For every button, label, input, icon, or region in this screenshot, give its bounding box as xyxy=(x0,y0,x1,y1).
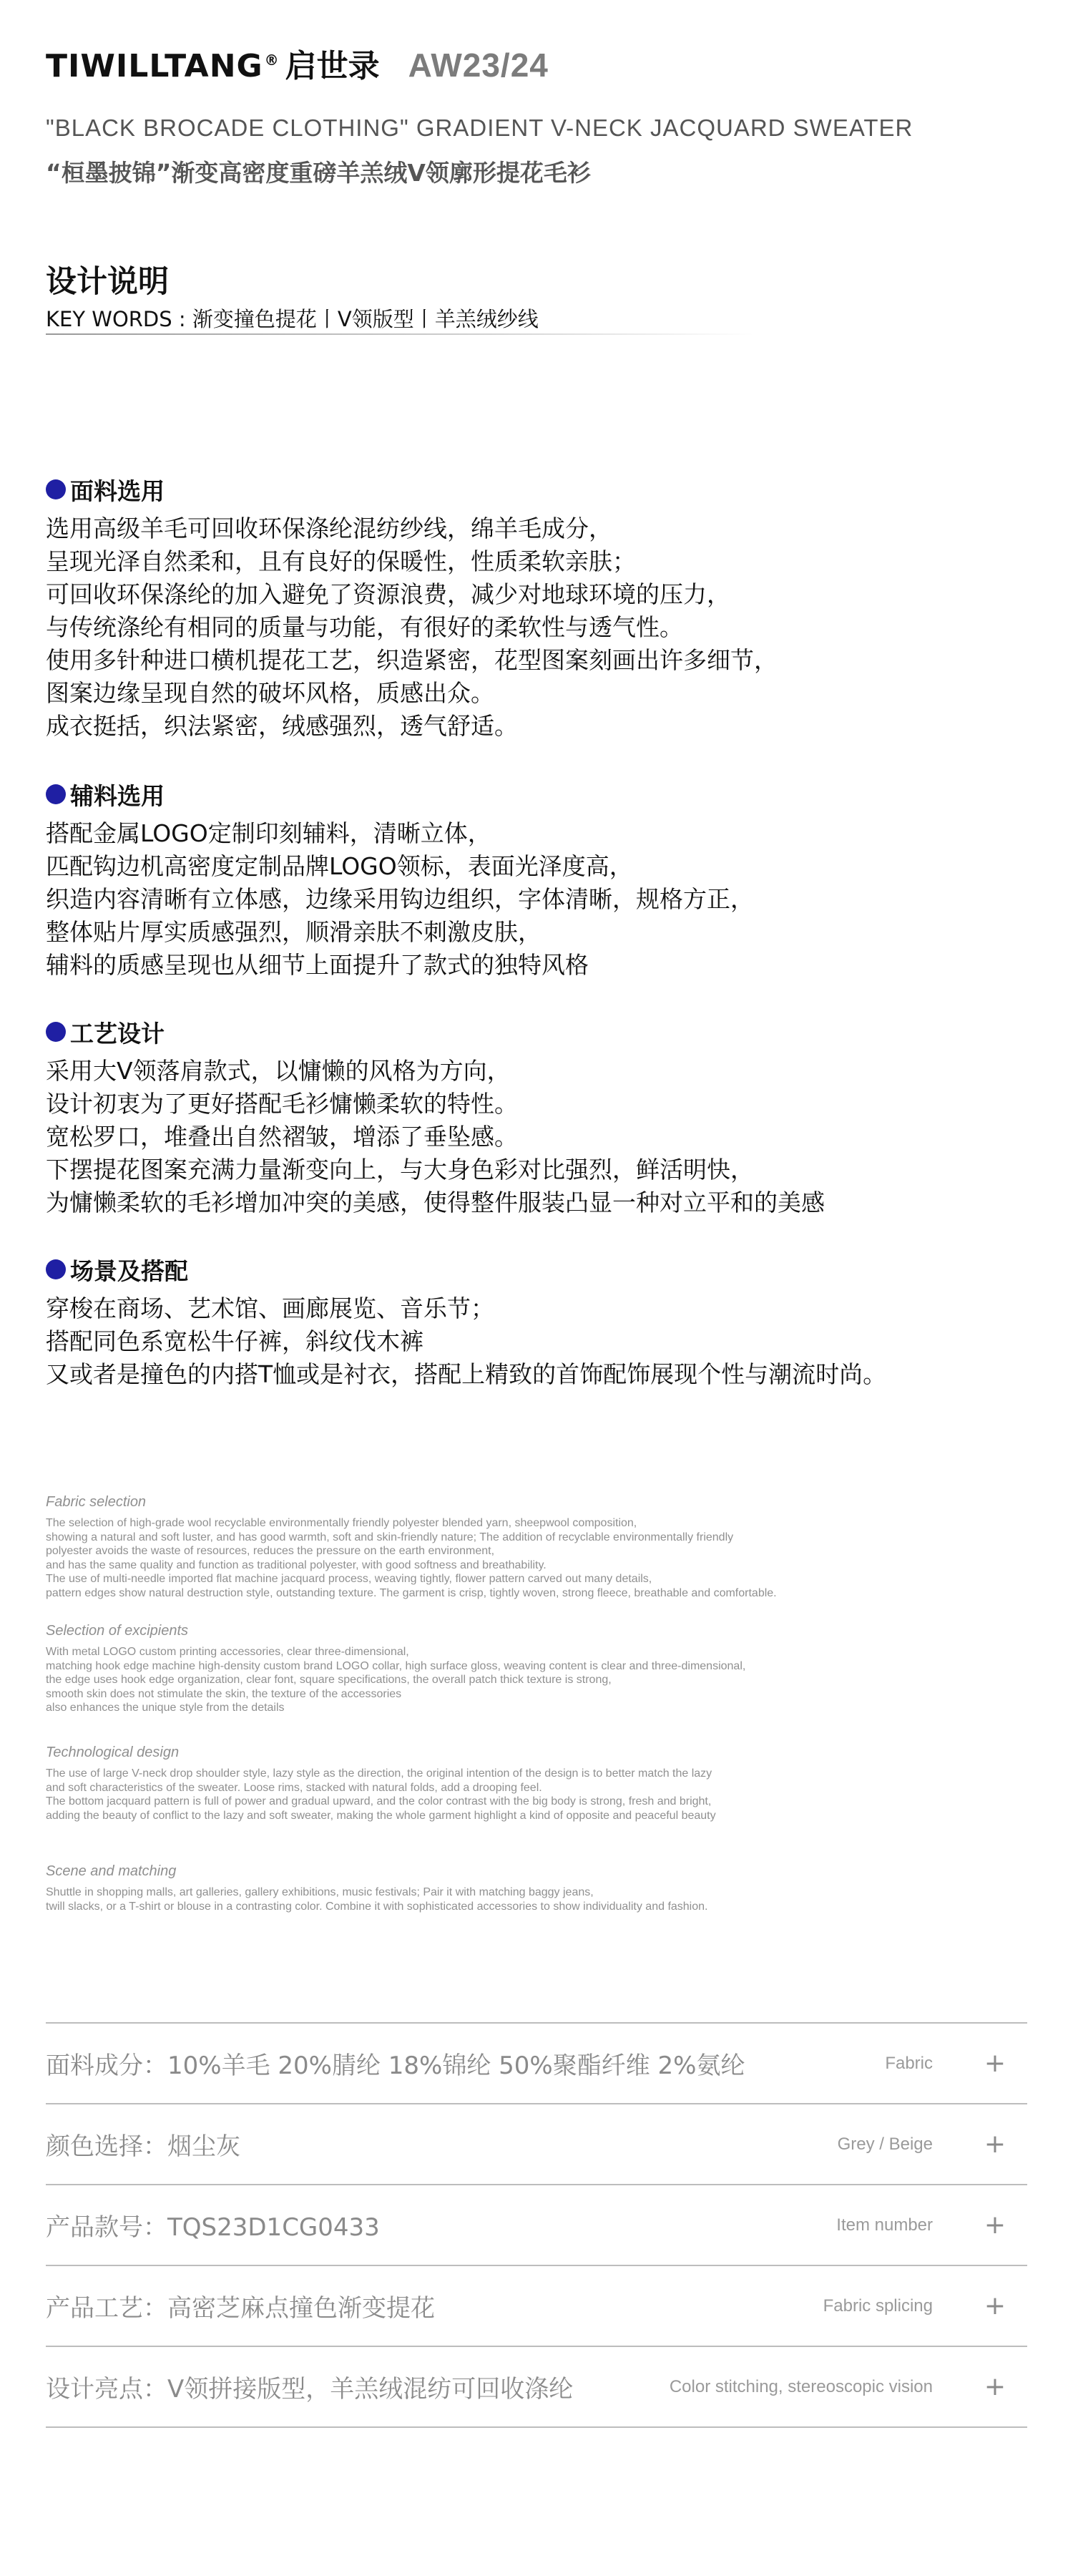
en-note-technology xyxy=(46,1745,716,1823)
expand-plus-icon[interactable]: + xyxy=(984,2129,1006,2159)
en-note-line: and has the same quality and function as traditional polyester, with good softness and breathability. xyxy=(46,1558,547,1571)
bullet-dot-icon xyxy=(46,1259,66,1279)
keywords-divider xyxy=(46,333,754,335)
registered-mark: ® xyxy=(264,52,280,69)
en-note-body xyxy=(46,1645,745,1715)
spec-label: 面料成分：10%羊毛 20%腈纶 18%锦纶 50%聚酯纤维 2%氨纶 xyxy=(46,2051,745,2080)
section-scene xyxy=(46,1254,886,1391)
brand-logo-cn: 启世录 xyxy=(285,48,380,84)
spec-en-label: Fabric splicing xyxy=(823,2296,933,2316)
en-note-line: Shuttle in shopping malls, art galleries, gallery exhibitions, music festivals; Pair it with matching baggy jeans, xyxy=(46,1886,594,1898)
spec-label: 设计亮点：V领拼接版型，羊羔绒混纺可回收涤纶 xyxy=(46,2375,574,2404)
section-body xyxy=(46,817,754,982)
spec-list xyxy=(46,2022,1027,2428)
design-heading: 设计说明 xyxy=(46,264,169,300)
body-line: 设计初衷为了更好搭配毛衫慵懒柔软的特性。 xyxy=(46,1090,518,1118)
en-note-line: also enhances the unique style from the details xyxy=(46,1702,285,1714)
en-note-body xyxy=(46,1885,707,1913)
en-note-line: matching hook edge machine high-density custom brand LOGO collar, high surface gloss, weaving content is clear and three-dimensional, xyxy=(46,1659,746,1672)
en-note-title: Selection of excipients xyxy=(46,1623,189,1639)
expand-plus-icon[interactable]: + xyxy=(984,2049,1006,2078)
product-title-cn: “桓墨披锦”渐变高密度重磅羊羔绒V领廓形提花毛衫 xyxy=(46,159,591,187)
en-note-line: the edge uses hook edge organization, clear font, square specifications, the overall patch thick texture is strong, xyxy=(46,1674,612,1686)
spec-en-label: Color stitching, stereoscopic vision xyxy=(669,2376,933,2396)
spec-en-label: Fabric xyxy=(885,2053,933,2073)
section-title xyxy=(46,474,778,505)
bullet-dot-icon xyxy=(46,479,66,499)
en-note-line: The bottom jacquard pattern is full of power and gradual upward, and the color contrast with the big body is strong, fresh and bright, xyxy=(46,1795,712,1807)
body-line: 成衣挺括，织法紧密，绒感强烈，透气舒适。 xyxy=(46,712,518,740)
body-line: 使用多针种进口横机提花工艺，织造紧密，花型图案刻画出许多细节， xyxy=(46,646,778,674)
expand-plus-icon[interactable]: + xyxy=(984,2372,1006,2401)
body-line: 搭配同色系宽松牛仔裤，斜纹伐木裤 xyxy=(46,1327,423,1355)
section-body xyxy=(46,512,778,743)
spec-en-label: Item number xyxy=(836,2215,933,2235)
spec-en-label: Grey / Beige xyxy=(837,2134,933,2154)
body-line: 与传统涤纶有相同的质量与功能，有很好的柔软性与透气性。 xyxy=(46,613,683,641)
section-body xyxy=(46,1055,825,1219)
body-line: 织造内容清晰有立体感，边缘采用钩边组织，字体清晰，规格方正， xyxy=(46,885,754,913)
section-title-text: 辅料选用 xyxy=(70,781,165,810)
section-craft xyxy=(46,1016,825,1219)
section-title xyxy=(46,779,754,810)
spec-label: 颜色选择：烟尘灰 xyxy=(46,2132,240,2161)
spec-row-fabric[interactable] xyxy=(46,2024,1027,2104)
en-note-title: Fabric selection xyxy=(46,1494,147,1510)
section-fabric xyxy=(46,474,778,743)
en-note-title: Technological design xyxy=(46,1745,180,1760)
body-line: 辅料的质感呈现也从细节上面提升了款式的独特风格 xyxy=(46,951,589,979)
en-note-line: adding the beauty of conflict to the lazy and soft sweater, making the whole garment highlight a kind of opposite and peaceful beauty xyxy=(46,1809,716,1822)
en-note-line: The selection of high-grade wool recyclable environmentally friendly polyester blended yarn, sheepwool composition, xyxy=(46,1517,637,1529)
section-title-text: 场景及搭配 xyxy=(70,1257,188,1285)
body-line: 整体贴片厚实质感强烈，顺滑亲肤不刺激皮肤， xyxy=(46,918,542,946)
body-line: 为慵懒柔软的毛衫增加冲突的美感，使得整件服装凸显一种对立平和的美感 xyxy=(46,1189,825,1216)
body-line: 下摆提花图案充满力量渐变向上，与大身色彩对比强烈，鲜活明快， xyxy=(46,1156,754,1184)
spec-row-item-number[interactable] xyxy=(46,2185,1027,2266)
spec-row-craft[interactable] xyxy=(46,2266,1027,2347)
body-line: 呈现光泽自然柔和，且有良好的保暖性，性质柔软亲肤； xyxy=(46,547,636,575)
en-note-line: and soft characteristics of the sweater. Loose rims, stacked with natural folds, add a drooping feel. xyxy=(46,1781,542,1794)
en-note-line: smooth skin does not stimulate the skin, the texture of the accessories xyxy=(46,1687,402,1700)
en-note-line: twill slacks, or a T-shirt or blouse in a contrasting color. Combine it with sophisticated accessories to show individuality and fashion. xyxy=(46,1900,708,1913)
section-title-text: 工艺设计 xyxy=(70,1019,165,1048)
en-note-line: With metal LOGO custom printing accessories, clear three-dimensional, xyxy=(46,1646,409,1658)
brand-logo xyxy=(46,48,280,84)
en-note-line: showing a natural and soft luster, and has good warmth, soft and skin-friendly nature; The addition of recyclable environmentally friendly xyxy=(46,1531,734,1543)
body-line: 采用大V领落肩款式，以慵懒的风格为方向， xyxy=(46,1057,511,1085)
en-note-excipients xyxy=(46,1623,745,1715)
brand-header xyxy=(46,40,549,90)
en-note-title: Scene and matching xyxy=(46,1863,177,1879)
section-title xyxy=(46,1016,825,1048)
body-line: 选用高级羊毛可回收环保涤纶混纺纱线，绵羊毛成分， xyxy=(46,514,612,542)
spec-row-highlight[interactable] xyxy=(46,2347,1027,2428)
body-line: 搭配金属LOGO定制印刻辅料，清晰立体， xyxy=(46,819,491,847)
bullet-dot-icon xyxy=(46,1022,66,1042)
bullet-dot-icon xyxy=(46,784,66,804)
product-title-en: "BLACK BROCADE CLOTHING" GRADIENT V-NECK JACQUARD SWEATER xyxy=(46,114,913,141)
body-line: 图案边缘呈现自然的破坏风格，质感出众。 xyxy=(46,679,494,707)
body-line: 可回收环保涤纶的加入避免了资源浪费，减少对地球环境的压力， xyxy=(46,580,730,608)
en-note-line: The use of multi-needle imported flat machine jacquard process, weaving tightly, flower pattern carved out many details, xyxy=(46,1573,652,1585)
section-body xyxy=(46,1292,886,1391)
body-line: 穿梭在商场、艺术馆、画廊展览、音乐节； xyxy=(46,1294,494,1322)
brand-logo-text: TIWILLTANG xyxy=(46,48,263,84)
expand-plus-icon[interactable]: + xyxy=(984,2291,1006,2321)
spec-label: 产品工艺：高密芝麻点撞色渐变提花 xyxy=(46,2294,435,2323)
en-note-scene xyxy=(46,1863,707,1913)
body-line: 又或者是撞色的内搭T恤或是衬衣，搭配上精致的首饰配饰展现个性与潮流时尚。 xyxy=(46,1360,887,1388)
en-note-body xyxy=(46,1516,777,1600)
spec-row-color[interactable] xyxy=(46,2104,1027,2185)
spec-label: 产品款号：TQS23D1CG0433 xyxy=(46,2213,380,2242)
body-line: 宽松罗口，堆叠出自然褶皱，增添了垂坠感。 xyxy=(46,1123,518,1151)
en-note-line: The use of large V-neck drop shoulder style, lazy style as the direction, the original intention of the design is to better match the lazy xyxy=(46,1767,712,1780)
body-line: 匹配钩边机高密度定制品牌LOGO领标，表面光泽度高， xyxy=(46,852,633,880)
en-note-fabric xyxy=(46,1494,777,1600)
section-accessories xyxy=(46,779,754,982)
season-label: AW23/24 xyxy=(408,47,549,84)
en-note-body xyxy=(46,1767,716,1823)
en-note-line: polyester avoids the waste of resources, reduces the pressure on the earth environment, xyxy=(46,1545,495,1557)
section-title-text: 面料选用 xyxy=(70,477,165,505)
section-title xyxy=(46,1254,886,1285)
keywords: KEY WORDS : 渐变撞色提花丨V领版型丨羊羔绒纱线 xyxy=(46,307,539,331)
en-note-line: pattern edges show natural destruction style, outstanding texture. The garment is crisp, tightly woven, strong fleece, breathable and comfortable. xyxy=(46,1586,777,1599)
expand-plus-icon[interactable]: + xyxy=(984,2210,1006,2240)
